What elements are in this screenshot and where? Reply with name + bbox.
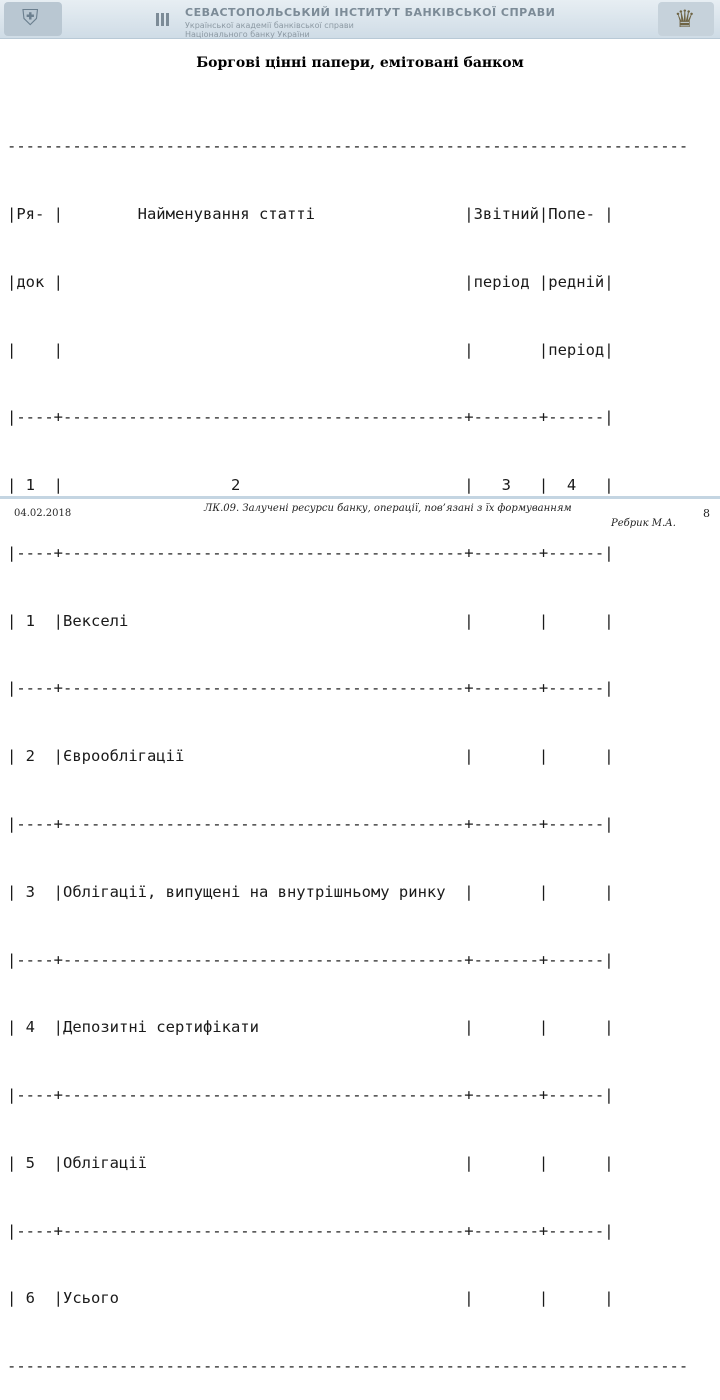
table-line: | 2 |Єврооблігації | | | (7, 747, 614, 766)
footer-topic: ЛК.09. Залучені ресурси банку, операції, пов’язані з їх формуванням (204, 503, 572, 514)
institute-subtitle-1: Української академії банківської справи (185, 21, 354, 30)
table-line: | 5 |Облігації | | | (7, 1153, 614, 1172)
table-line: |----+-------------------------------------------+-------+------| (7, 1086, 614, 1105)
left-crest-logo (4, 2, 62, 36)
table-line: |----+-------------------------------------------+-------+------| (7, 815, 614, 833)
right-crest-logo (658, 2, 714, 36)
footer-divider (0, 496, 720, 499)
table-line: | 4 |Депозитні сертифікати | | | (7, 1018, 614, 1037)
table-line: | 1 | 2 | 3 | 4 | (7, 476, 614, 495)
institute-name: СЕВАСТОПОЛЬСЬКИЙ ІНСТИТУТ БАНКІВСЬКОЇ СПРАВИ (185, 6, 556, 19)
footer-author: Ребрик М.А. (611, 518, 676, 529)
table-line: |Ря- | Найменування статті |Звітний|Попе- | (7, 204, 614, 223)
table-line: | 6 |Усього | | | (7, 1289, 614, 1308)
page-number: 8 (703, 507, 710, 520)
slide-title: Боргові цінні папери, емітовані банком (196, 55, 524, 71)
table-line: | | | |період| (7, 340, 614, 359)
table-line: | 1 |Векселі | | | (7, 611, 614, 630)
bank-logo-icon (156, 11, 178, 24)
table-line: | 3 |Облігації, випущені на внутрішньому ринку | | | (7, 882, 614, 901)
institute-subtitle-2: Національного банку України (185, 30, 310, 39)
table-line: |----+-------------------------------------------+-------+------| (7, 408, 614, 427)
footer-date: 04.02.2018 (14, 508, 72, 519)
table-line: ------------------------------------------------------------------------- (7, 1357, 689, 1376)
table-line: |----+-------------------------------------------+-------+------| (7, 1221, 614, 1240)
table-line: |док | |період |редній| (7, 272, 614, 291)
table-line: |----+-------------------------------------------+-------+------| (7, 679, 614, 698)
header-band (0, 0, 720, 39)
table-line: ------------------------------------------------------------------------- (7, 137, 689, 156)
table-line: |----+-------------------------------------------+-------+------| (7, 543, 614, 562)
table-line: |----+-------------------------------------------+-------+------| (7, 950, 614, 969)
